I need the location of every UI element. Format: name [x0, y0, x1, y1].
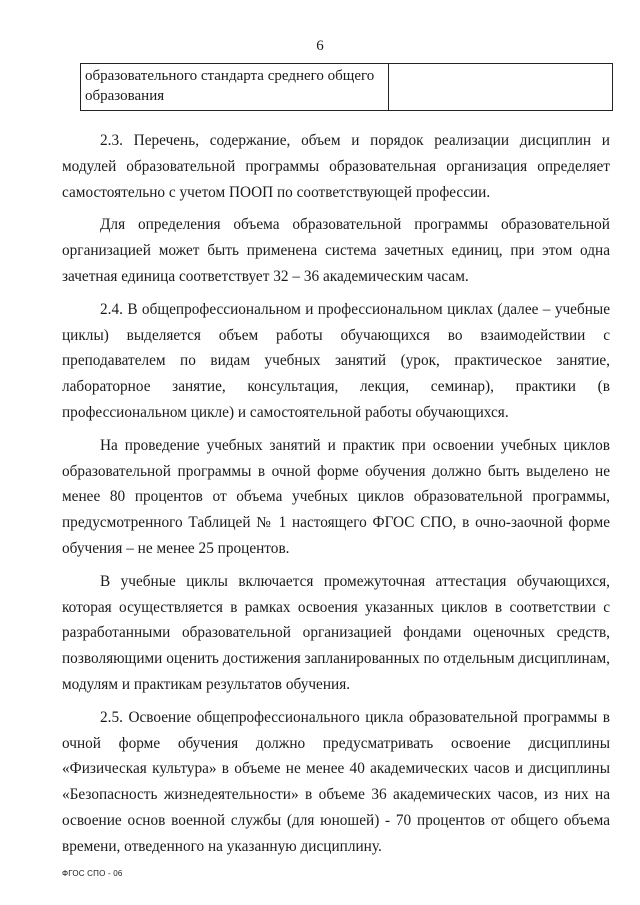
paragraph-attestation: В учебные циклы включается промежуточная аттестация обучающихся, которая осуществляется в рамках освоения указанных циклов в соответствии с разработанными образовательной организацией фондами оценочных средств, позволяющими оценить достижения запланированных по отдельным дисциплинам, модулям и практикам результатов обучения. [62, 572, 610, 693]
table-cell-empty [389, 64, 613, 111]
table-fragment [80, 63, 613, 111]
paragraph-2-4: 2.4. В общепрофессиональном и профессиональном циклах (далее – учебные циклы) выделяется объем работы обучающихся во взаимодействии с преподавателем по видам учебных занятий (урок, практическое занятие, лабораторное занятие, консультация, лекция, семинар), практики (в профессиональном цикле) и самостоятельной работы обучающихся. [62, 300, 610, 421]
paragraph-credit-units: Для определения объема образовательной программы образовательной организацией может быть применена система зачетных единиц, при этом одна зачетная единица соответствует 32 – 36 академическим часам. [62, 216, 610, 285]
page-footer: ФГОС СПО - 06 [62, 869, 123, 878]
table-row [81, 64, 613, 111]
table-cell-standard: образовательного стандарта среднего общего образования [81, 64, 389, 111]
paragraph-class-hours: На проведение учебных занятий и практик при освоении учебных циклов образовательной программы в очной форме обучения должно быть выделено не менее 80 процентов от объема учебных циклов образовательной программы, предусмотренного Таблицей № 1 настоящего ФГОС СПО, в очно-заочной форме обучения – не менее 25 процентов. [62, 436, 610, 557]
paragraph-2-3: 2.3. Перечень, содержание, объем и порядок реализации дисциплин и модулей образовательной программы образовательная организация определяет самостоятельно с учетом ПООП по соответствующей профессии. [62, 132, 610, 201]
page-number: 6 [316, 38, 324, 54]
document-body [62, 128, 610, 867]
paragraph-2-5: 2.5. Освоение общепрофессионального цикла образовательной программы в очной форме обучения должно предусматривать освоение дисциплины «Физическая культура» в объеме не менее 40 академических часов и дисциплины «Безопасность жизнедеятельности» в объеме 36 академических часов, из них на освоение основ военной службы (для юношей) - 70 процентов от общего объема времени, отведенного на указанную дисциплину. [62, 708, 610, 855]
